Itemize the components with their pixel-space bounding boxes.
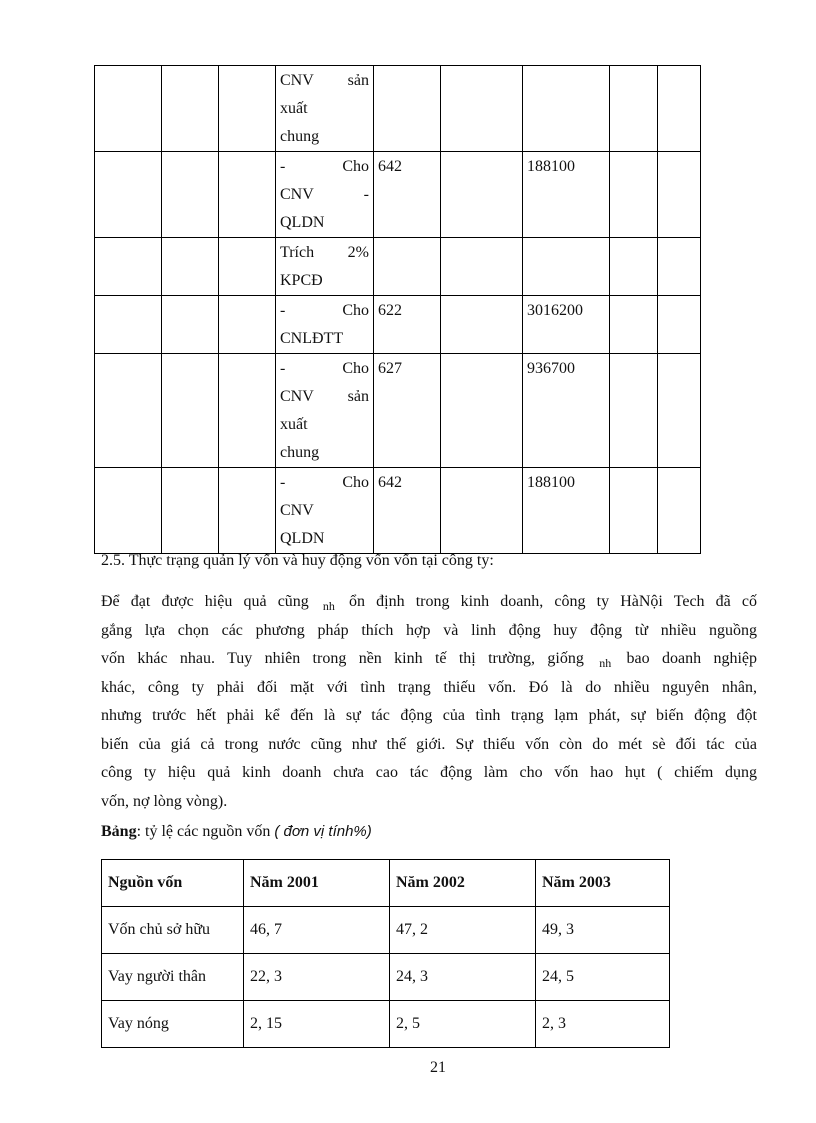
table-cell [441,354,523,468]
table-cell [658,468,701,554]
table-cell [95,152,162,238]
table-cell [658,238,701,296]
table-cell [95,296,162,354]
paragraph-text: Để đạt được hiệu quả cũng [101,593,309,610]
table-cell [95,468,162,554]
ledger-table [94,65,701,554]
table-cell [95,238,162,296]
caption-unit: ( đơn vị tính%) [274,823,372,840]
table-cell [219,238,276,296]
table-cell [658,66,701,152]
table-cell [610,66,658,152]
paragraph-line: nhưng trước hết phải kể đến là sự tác động của tình trạng lạm phát, sự biến động đột [101,707,757,724]
table-cell: 49, 3 [536,907,670,954]
table-row [102,1001,670,1048]
description-line: chung [280,128,320,145]
table-cell [162,468,219,554]
description-line: - Cho [280,158,369,175]
table-cell: 24, 5 [536,954,670,1001]
table-cell: 2, 3 [536,1001,670,1048]
table-cell [441,468,523,554]
table-cell [162,152,219,238]
paragraph-line: công ty hiệu quả kinh doanh chưa cao tác động làm cho vốn hao hụt ( chiếm dụng [101,764,757,781]
table-row [95,66,701,152]
table-cell: 22, 3 [244,954,390,1001]
paragraph-line: vốn, nợ lòng vòng). [101,792,228,810]
account-cell: 642 [374,152,441,238]
header-cell: Năm 2002 [390,860,536,907]
table-cell [276,354,374,468]
table-cell [610,152,658,238]
table-cell [441,152,523,238]
description-line: - Cho [280,474,369,491]
description-line: CNV [280,502,314,519]
account-cell: 622 [374,296,441,354]
amount-cell [523,238,610,296]
table-cell [219,468,276,554]
paragraph-line: khác, công ty phải đối mặt với tình trạng thiếu vốn. Đó là do nhiều nguyên nhân, [101,678,757,696]
table-cell [162,354,219,468]
table-cell: Vay nóng [102,1001,244,1048]
table-cell [441,66,523,152]
table-row [95,296,701,354]
description-line: - Cho [280,302,369,319]
table-cell [610,354,658,468]
table-cell [95,354,162,468]
caption-bold: Bảng [101,823,137,840]
amount-cell [523,66,610,152]
table-cell [441,238,523,296]
table-cell: Vay người thân [102,954,244,1001]
table-row [102,907,670,954]
table-cell: 2, 5 [390,1001,536,1048]
table-cell: 2, 15 [244,1001,390,1048]
table-cell [610,296,658,354]
account-cell [374,66,441,152]
page-number: 21 [430,1059,446,1076]
table-row [95,354,701,468]
paragraph-line [101,588,757,617]
capital-ratio-table [101,859,670,1048]
description-line: CNV sản [280,388,369,405]
table-cell [95,66,162,152]
paragraph-text: bao doanh nghiệp [626,650,758,667]
amount-cell: 936700 [523,354,610,468]
table-cell [658,152,701,238]
description-line: xuất [280,100,308,117]
table-cell [658,296,701,354]
table-cell [276,296,374,354]
table-cell [276,66,374,152]
table-cell [610,468,658,554]
amount-cell: 188100 [523,152,610,238]
table-cell [219,152,276,238]
table-cell [658,354,701,468]
caption-text: : tỷ lệ các nguồn vốn [136,823,275,840]
description-line: QLDN [280,214,325,231]
paragraph-text: ổn định trong kinh doanh, công ty HàNội Tech đã cố [349,593,758,610]
table-cell [276,152,374,238]
table-cell: 46, 7 [244,907,390,954]
table-row [95,468,701,554]
table-row [102,954,670,1001]
table-cell [219,296,276,354]
description-line: KPCĐ [280,272,323,289]
table-row [95,238,701,296]
description-line: CNV - [280,186,369,203]
table-cell: 24, 3 [390,954,536,1001]
header-cell: Nguồn vốn [102,860,244,907]
description-line: chung [280,444,320,461]
table-cell [219,66,276,152]
section-paragraph [101,588,757,816]
table-cell [162,296,219,354]
table-header-row [102,860,670,907]
paragraph-line [101,645,757,674]
paragraph-subscript: nh [599,656,612,670]
table-cell [441,296,523,354]
paragraph-line: biến của giá cả trong nước cũng như thế giới. Sự thiếu vốn còn do mét sè đối tác của [101,735,757,753]
section-heading: 2.5. Thực trạng quản lý vốn và huy động vốn vốn tại công ty: [101,552,494,569]
table-cell [162,238,219,296]
description-line: QLDN [280,530,325,547]
amount-cell: 188100 [523,468,610,554]
account-cell: 627 [374,354,441,468]
table-cell: Vốn chủ sở hữu [102,907,244,954]
table-cell [276,238,374,296]
description-line: CNLĐTT [280,330,344,347]
paragraph-subscript: nh [322,599,335,613]
description-line: CNV sản [280,72,369,89]
table-cell [276,468,374,554]
header-cell: Năm 2001 [244,860,390,907]
description-line: xuất [280,416,308,433]
table-cell [610,238,658,296]
account-cell [374,238,441,296]
description-line: Trích 2% [280,244,369,261]
description-line: - Cho [280,360,369,377]
table-cell: 47, 2 [390,907,536,954]
paragraph-line: gắng lựa chọn các phương pháp thích hợp và linh động huy động từ nhiều nguồng [101,621,757,639]
amount-cell: 3016200 [523,296,610,354]
account-cell: 642 [374,468,441,554]
paragraph-text: vốn khác nhau. Tuy nhiên trong nền kinh tế thị trường, giống [101,650,584,667]
table-caption [101,823,372,841]
table-cell [162,66,219,152]
table-row [95,152,701,238]
ledger-table-body [95,66,701,554]
table-cell [219,354,276,468]
header-cell: Năm 2003 [536,860,670,907]
